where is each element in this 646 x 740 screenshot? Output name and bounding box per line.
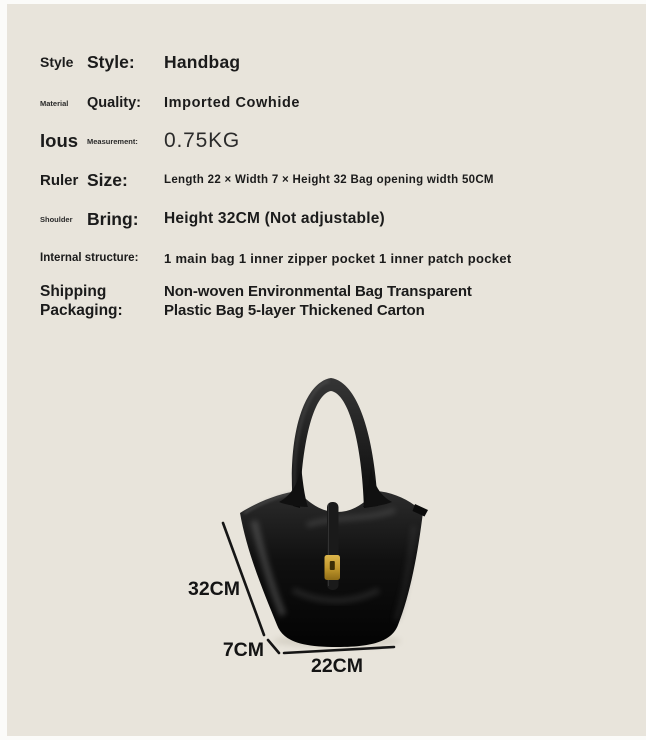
spec-term: Ruler: [40, 171, 79, 189]
spec-term-small: Shoulder: [40, 214, 73, 224]
spec-term: Ious: [40, 130, 79, 151]
spec-value: 1 main bag 1 inner zipper pocket 1 inner patch pocket: [164, 250, 512, 266]
spec-term-small: Material: [40, 98, 69, 108]
spec-term: Shipping Packaging:: [40, 283, 123, 319]
spec-term: Style:: [87, 51, 135, 72]
spec-value: 0.75KG: [164, 129, 241, 152]
handbag-illustration: [7, 4, 646, 740]
spec-value: Handbag: [164, 51, 241, 72]
spec-term: Quality:: [87, 95, 141, 111]
spec-term: Size:: [87, 169, 128, 190]
bag-handle: [292, 378, 378, 508]
spec-term: Bring:: [87, 208, 139, 229]
spec-value: Height 32CM (Not adjustable): [164, 210, 385, 227]
dimension-label-height: 32CM: [187, 578, 240, 600]
dimension-label-width: 22CM: [310, 655, 364, 677]
cream-background-panel: [7, 4, 646, 736]
spec-value: Non-woven Environmental Bag Transparent Plastic Bag 5-layer Thickened Carton: [164, 283, 472, 319]
spec-value: Imported Cowhide: [164, 95, 301, 111]
spec-term-small: Measurement:: [87, 136, 138, 146]
spec-term: Internal structure:: [40, 252, 139, 264]
dimension-line-width: [284, 647, 394, 653]
clasp-keyhole: [330, 561, 335, 570]
spec-value: Length 22 × Width 7 × Height 32 Bag opening width 50CM: [164, 174, 494, 186]
spec-term-small: Style: [40, 54, 74, 70]
dimension-label-depth: 7CM: [222, 639, 264, 661]
